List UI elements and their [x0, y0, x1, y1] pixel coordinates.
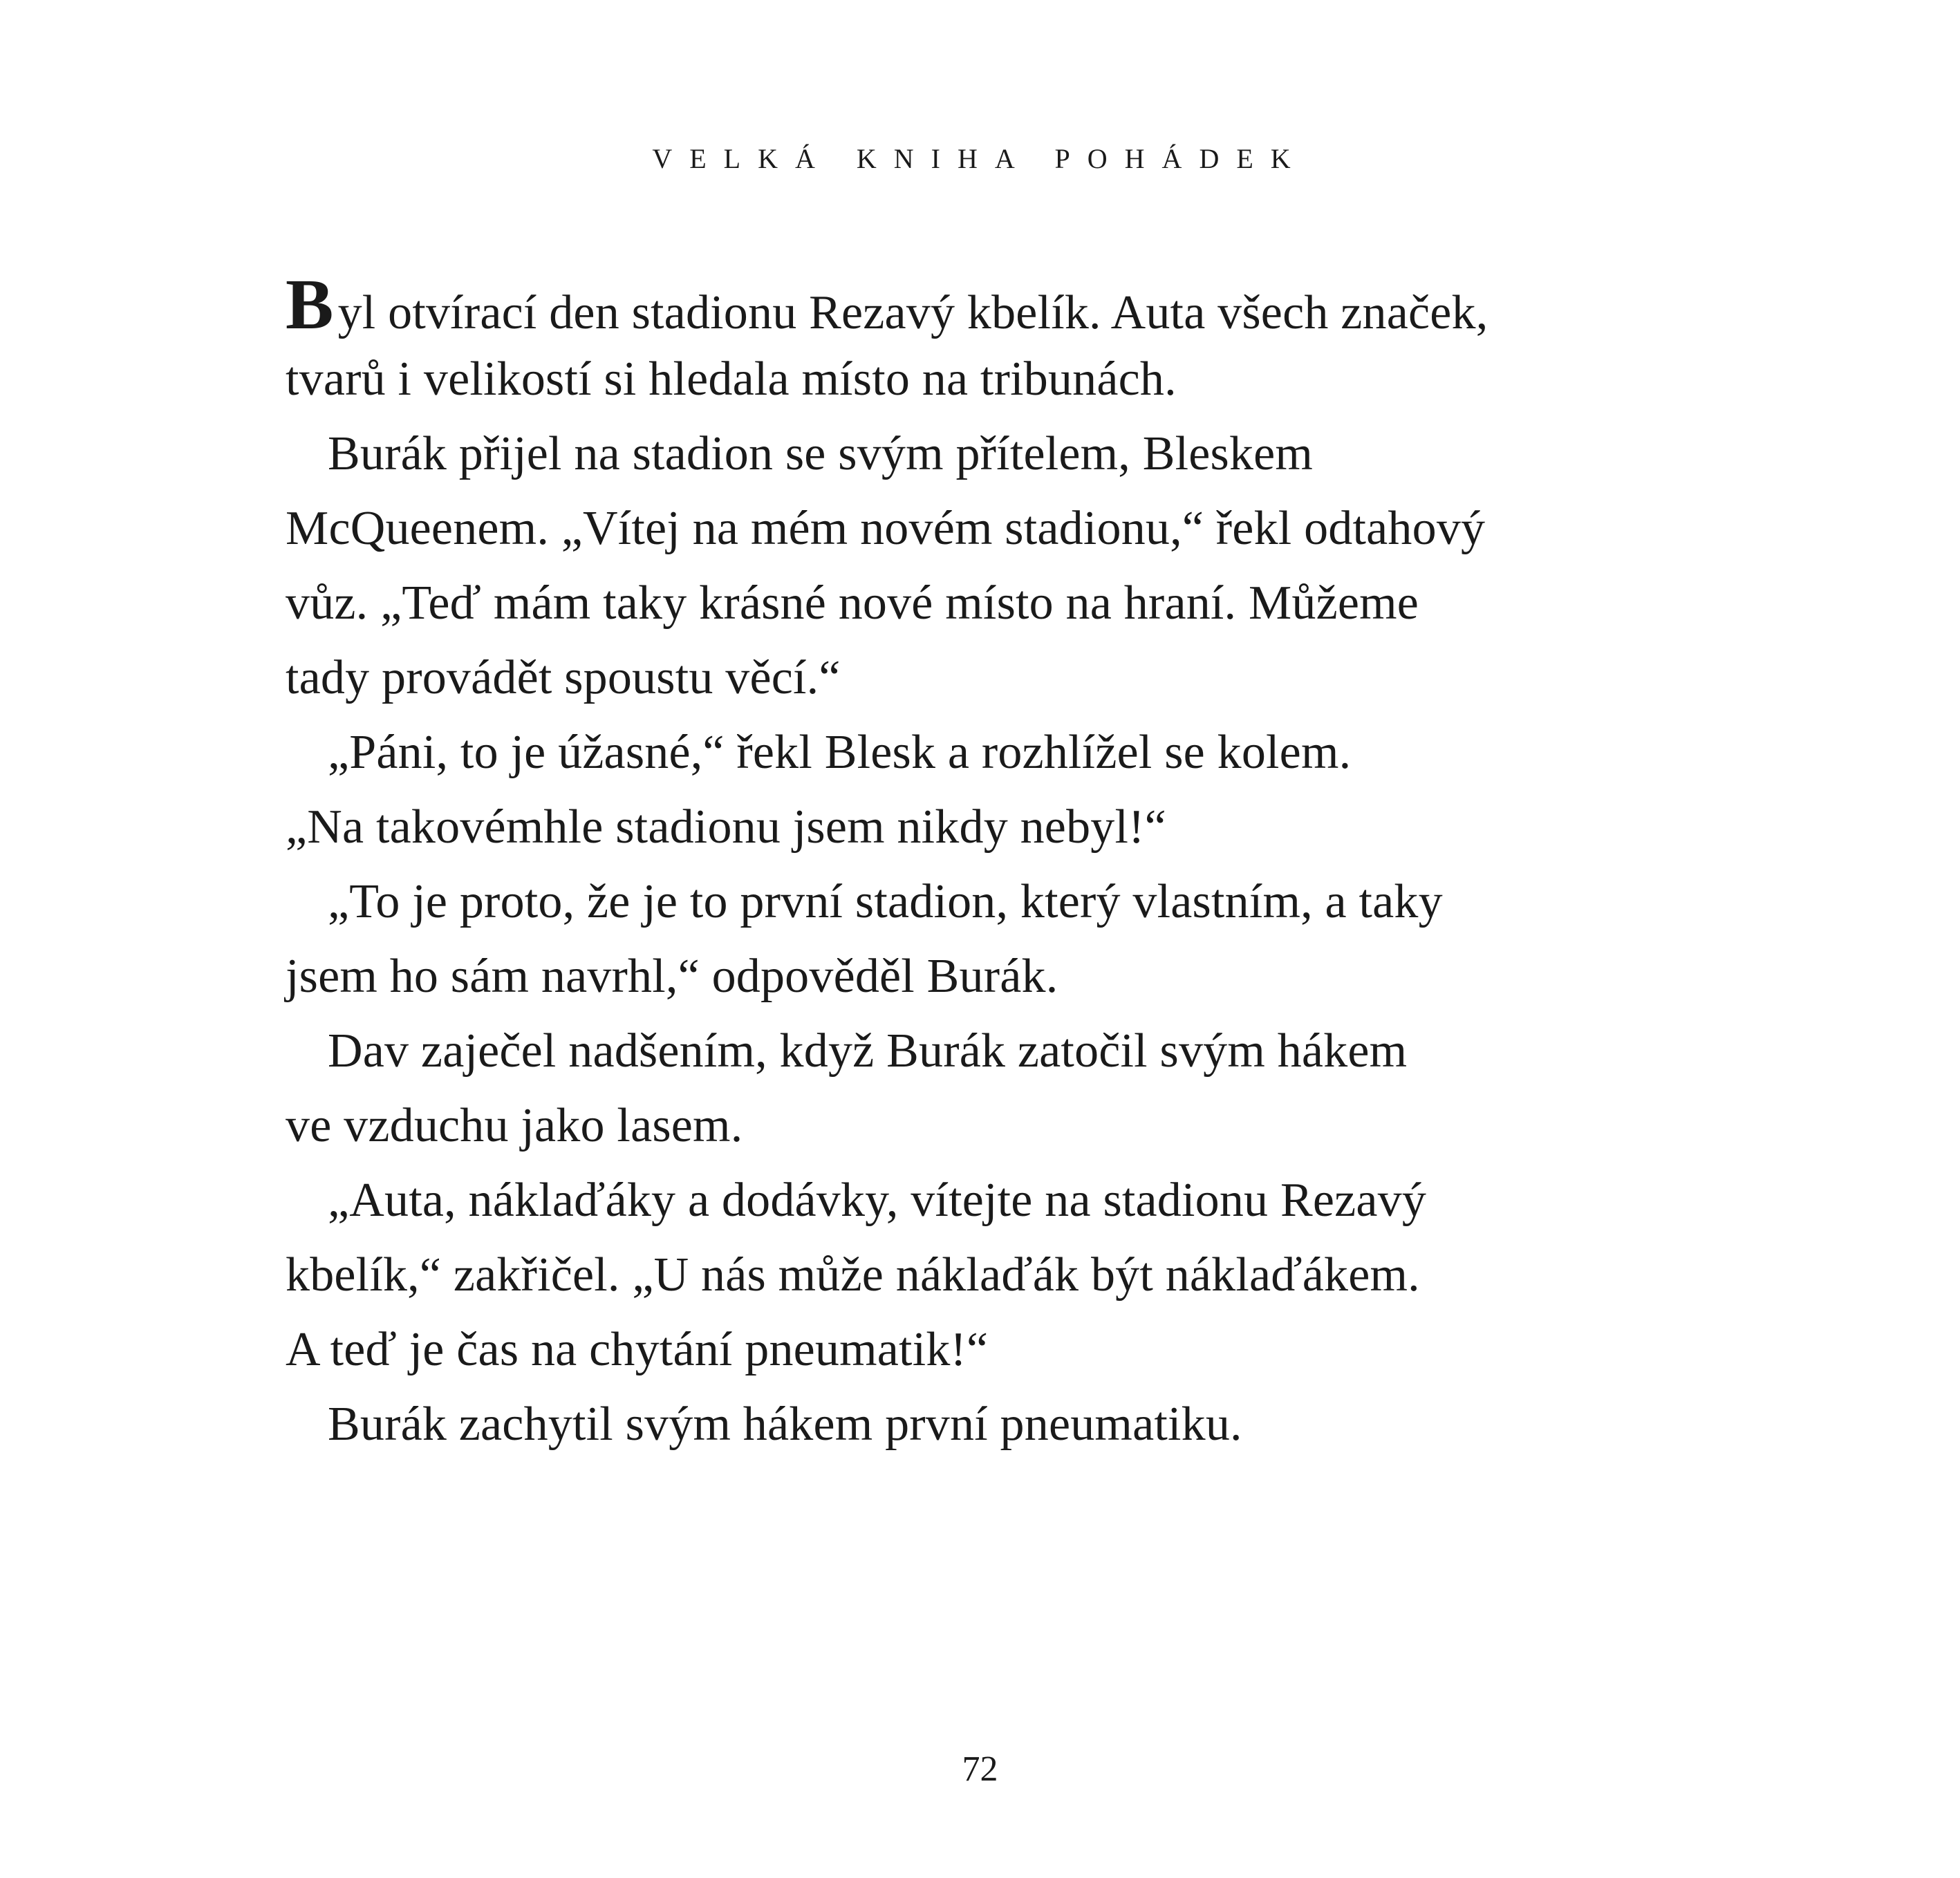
- text-line: ve vzduchu jako lasem.: [286, 1099, 743, 1152]
- running-head-title: VELKÁ KNIHA POHÁDEK: [652, 143, 1308, 174]
- text-line: kbelík,“ zakřičel. „U nás může náklaďák být náklaďákem.: [286, 1248, 1420, 1302]
- text-line: „Páni, to je úžasné,“ řekl Blesk a rozhlížel se kolem.: [328, 726, 1352, 779]
- text-line: „Na takovémhle stadionu jsem nikdy nebyl!“: [286, 800, 1166, 854]
- text-line: Burák zachytil svým hákem první pneumatiku.: [328, 1398, 1242, 1451]
- text-line: Dav zaječel nadšením, když Burák zatočil svým hákem: [328, 1024, 1408, 1078]
- drop-cap: B: [286, 265, 334, 344]
- text-line: tady provádět spoustu věcí.“: [286, 651, 841, 704]
- text-line: tvarů i velikostí si hledala místo na tribunách.: [286, 353, 1177, 406]
- page-number: 72: [962, 1749, 998, 1789]
- text-line: jsem ho sám navrhl,“ odpověděl Burák.: [286, 950, 1058, 1003]
- text-line: vůz. „Teď mám taky krásné nové místo na hraní. Můžeme: [286, 576, 1419, 630]
- text-line: Burák přijel na stadion se svým přítelem, Bleskem: [328, 427, 1314, 480]
- text-line: „To je proto, že je to první stadion, který vlastním, a taky: [328, 875, 1443, 928]
- text-line: „Auta, náklaďáky a dodávky, vítejte na stadionu Rezavý: [328, 1174, 1427, 1227]
- story-text: [286, 267, 1682, 1462]
- text-line-content: yl otvírací den stadionu Rezavý kbelík. Auta všech značek,: [337, 286, 1488, 339]
- text-line: McQueenem. „Vítej na mém novém stadionu,“ řekl odtahový: [286, 502, 1486, 555]
- text-line: [286, 267, 1682, 342]
- text-line: A teď je čas na chytání pneumatik!“: [286, 1323, 989, 1376]
